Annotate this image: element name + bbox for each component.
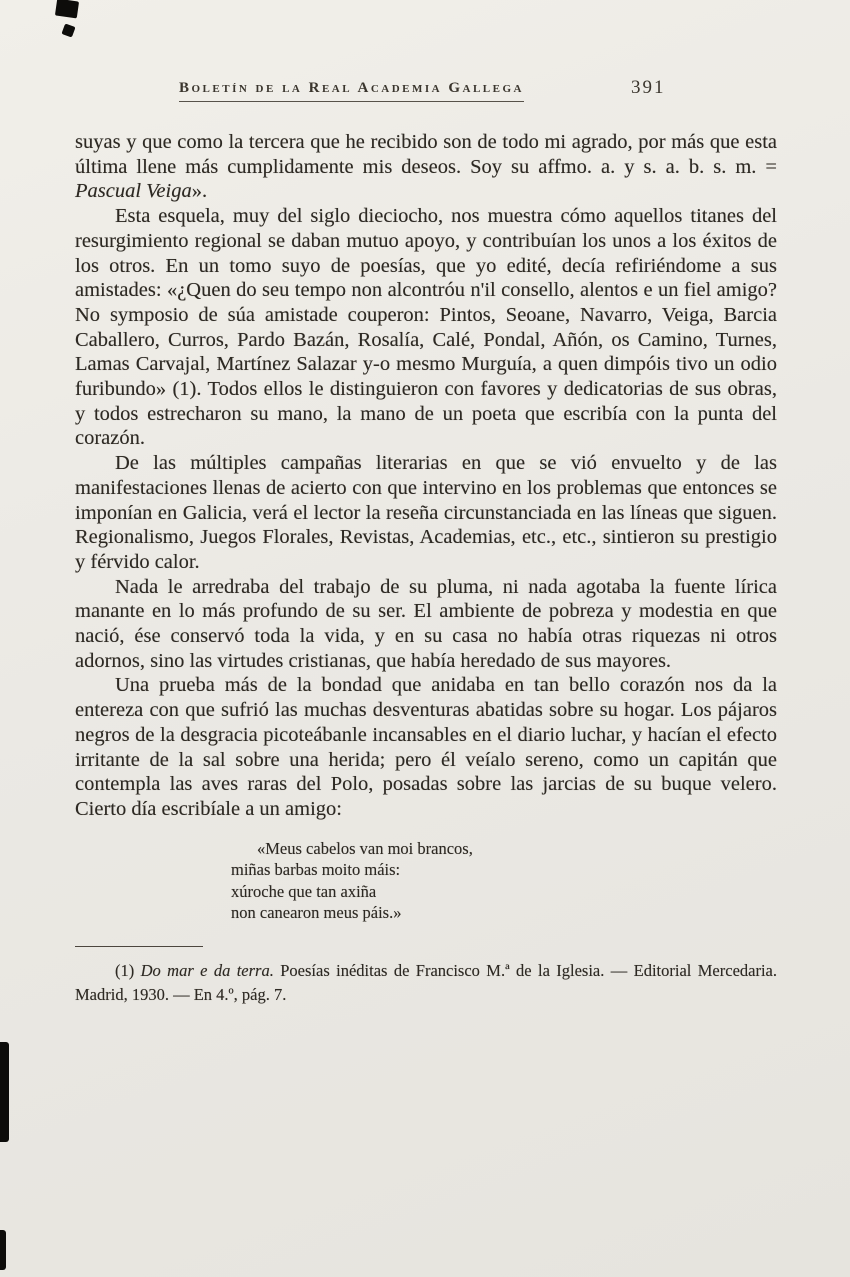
body-text xyxy=(75,130,777,1007)
italic-text: Do mar e da terra. xyxy=(140,960,274,980)
text-run: Poesías inéditas de Francisco M.ª de la Iglesia. — Editorial Mercedaria. Madrid, 1930. — En 4.º, pág. 7. xyxy=(75,960,777,1004)
text-run: Una prueba más de la bondad que anidaba en tan bello corazón nos da la entereza con que sufrió las muchas desventuras abatidas sobre su hogar. Los pájaros negros de la desgracia picoteábanle incansables en el diario luchar, y hacían el efecto irritante de la sal sobre una herida; pero él veíalo sereno, como un capitán que contempla las aves raras del Polo, posadas sobre las jarcias de su buque velero. Cierto día escribíale a un amigo: xyxy=(75,674,777,820)
paragraph xyxy=(75,130,777,204)
verse-line: miñas barbas moito máis: xyxy=(231,860,401,880)
page-number: 391 xyxy=(631,77,666,98)
text-run: suyas y que como la tercera que he recibido son de todo mi agrado, por más que esta última llene más cumplidamente mis deseos. Soy su affmo. a. y s. a. b. s. m. = xyxy=(75,131,777,178)
paragraph xyxy=(75,204,777,451)
verse-block xyxy=(231,838,777,924)
scan-artifact xyxy=(55,0,79,18)
page-header xyxy=(75,77,775,114)
verse-line: non canearon meus páis.» xyxy=(231,903,402,923)
verse-line: xúroche que tan axiña xyxy=(231,881,377,901)
footnote-rule xyxy=(75,946,203,947)
text-run: Esta esquela, muy del siglo dieciocho, nos muestra cómo aquellos titanes del resurgimiento regional se daban mutuo apoyo, y contribuían los unos a los éxitos de los otros. En un tomo suyo de poesías, que yo edité, decía refiriéndome a sus amistades: «¿Quen do seu tempo non alcontróu n'il consello, alentos e un fiel amigo? No symposio de súa amistade couperon: Pintos, Seoane, Navarro, Veiga, Barcia Caballero, Curros, Pardo Bazán, Rosalía, Calé, Pondal, Añón, os Camino, Turnes, Lamas Carvajal, Martínez Salazar y-o mesmo Murguía, a quen dimpóis tivo un odio furibundo» (1). Todos ellos le distinguieron con favores y dedicatorias de sus obras, y todos estrecharon su mano, la mano de un poeta que escribía con la punta del corazón. xyxy=(75,205,777,450)
scan-artifact xyxy=(0,1042,9,1142)
verse-line: «Meus cabelos van moi brancos, xyxy=(257,838,473,858)
scan-artifact xyxy=(0,1230,6,1270)
paragraph xyxy=(75,451,777,575)
paragraphs-container xyxy=(75,130,777,822)
italic-text: Pascual Veiga xyxy=(75,180,192,203)
text-run: ». xyxy=(191,180,208,203)
scan-artifact xyxy=(61,23,75,37)
text-run: (1) xyxy=(115,960,141,980)
footnote xyxy=(75,959,777,1007)
text-run: Nada le arredraba del trabajo de su pluma, ni nada agotaba la fuente lírica manante en lo más profundo de su ser. El ambiente de pobreza y modestia en que nació, ése conservó toda la vida, y en su casa no había otras riquezas ni otros adornos, sino las virtudes cristianas, que había heredado de sus mayores. xyxy=(75,575,777,672)
text-run: De las múltiples campañas literarias en que se vió envuelto y de las manifestaciones llenas de acierto con que intervino en los problemas que entonces se imponían en Galicia, verá el lector la reseña circunstanciada en las líneas que siguen. Regionalismo, Juegos Florales, Revistas, Academias, etc., etc., sintieron su prestigio y férvido calor. xyxy=(75,452,777,573)
paragraph xyxy=(75,575,777,674)
header-title: Boletín de la Real Academia Gallega xyxy=(179,80,524,102)
paragraph xyxy=(75,673,777,821)
